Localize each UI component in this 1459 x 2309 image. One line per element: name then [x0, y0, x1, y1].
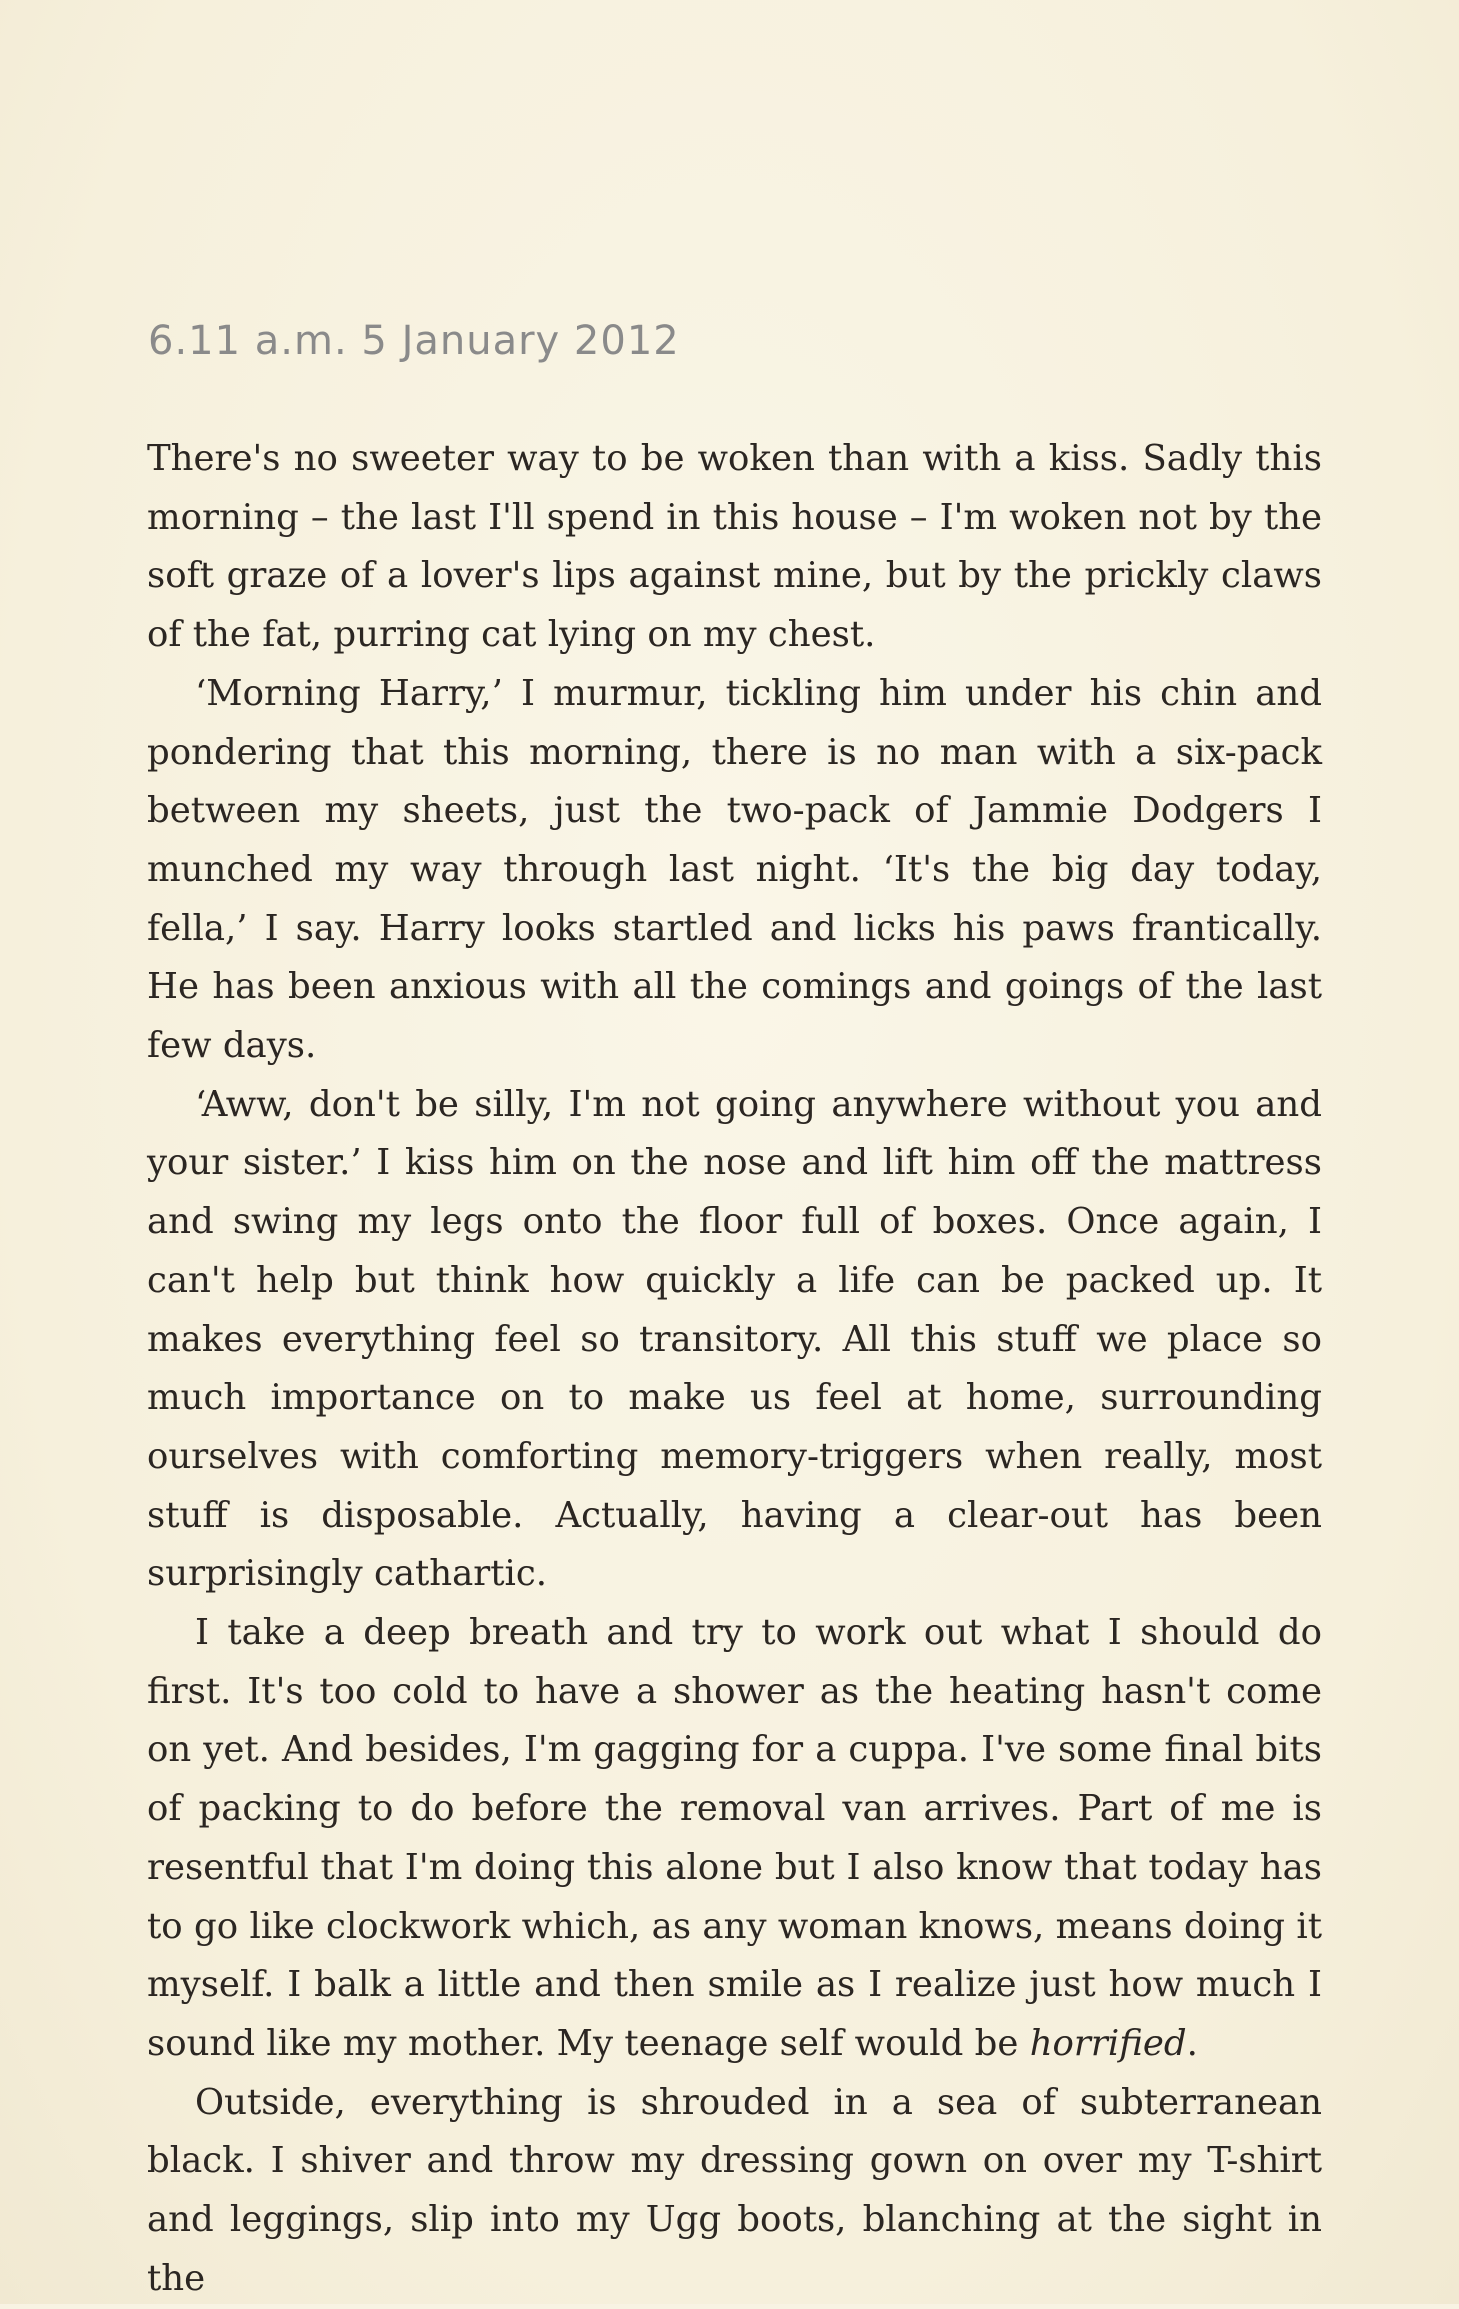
- paragraph-4-after: .: [1186, 2022, 1198, 2064]
- paragraph-1: There's no sweeter way to be woken than with a kiss. Sadly this morning – the last I'll spend in this house – I'm woken not by the soft graze of a lover's lips against mine, but by the prickly claws of the fat, purring cat lying on my chest.: [147, 438, 1322, 656]
- body-text: [147, 430, 1322, 2309]
- paragraph-5: Outside, everything is shrouded in a sea of subterranean black. I shiver and throw my dressing gown on over my T-shirt and leggings, slip into my Ugg boots, blanching at the sight in the: [147, 2081, 1322, 2299]
- chapter-timestamp-heading: 6.11 a.m. 5 January 2012: [148, 318, 680, 364]
- paragraph-4-text: I take a deep breath and try to work out what I should do first. It's too cold to have a shower as the heating hasn't come on yet. And besides, I'm gagging for a cuppa. I've some final bits of packing to do before the removal van arrives. Part of me is resentful that I'm doing this alone but I also know that today has to go like clockwork which, as any woman knows, means doing it myself. I balk a little and then smile as I realize just how much I sound like my mother. My teenage self would be: [147, 1612, 1322, 2064]
- paragraph-3: ‘Aww, don't be silly, I'm not going anywhere without you and your sister.’ I kiss him on the nose and lift him off the mattress and swing my legs onto the floor full of boxes. Once again, I can't help but think how quickly a life can be packed up. It makes everything feel so transitory. All this stuff we place so much importance on to make us feel at home, surrounding ourselves with comforting memory-triggers when really, most stuff is disposable. Actually, having a clear-out has been surprisingly cathartic.: [147, 1083, 1322, 1595]
- paragraph-2: ‘Morning Harry,’ I murmur, tickling him under his chin and pondering that this morning, there is no man with a six-pack between my sheets, just the two-pack of Jammie Dodgers I munched my way through last night. ‘It's the big day today, fella,’ I say. Harry looks startled and licks his paws frantically. He has been anxious with all the comings and goings of the last few days.: [147, 672, 1322, 1067]
- paragraph-4: [147, 1604, 1322, 2074]
- paragraph-4-emphasis: horrified: [1029, 2022, 1187, 2064]
